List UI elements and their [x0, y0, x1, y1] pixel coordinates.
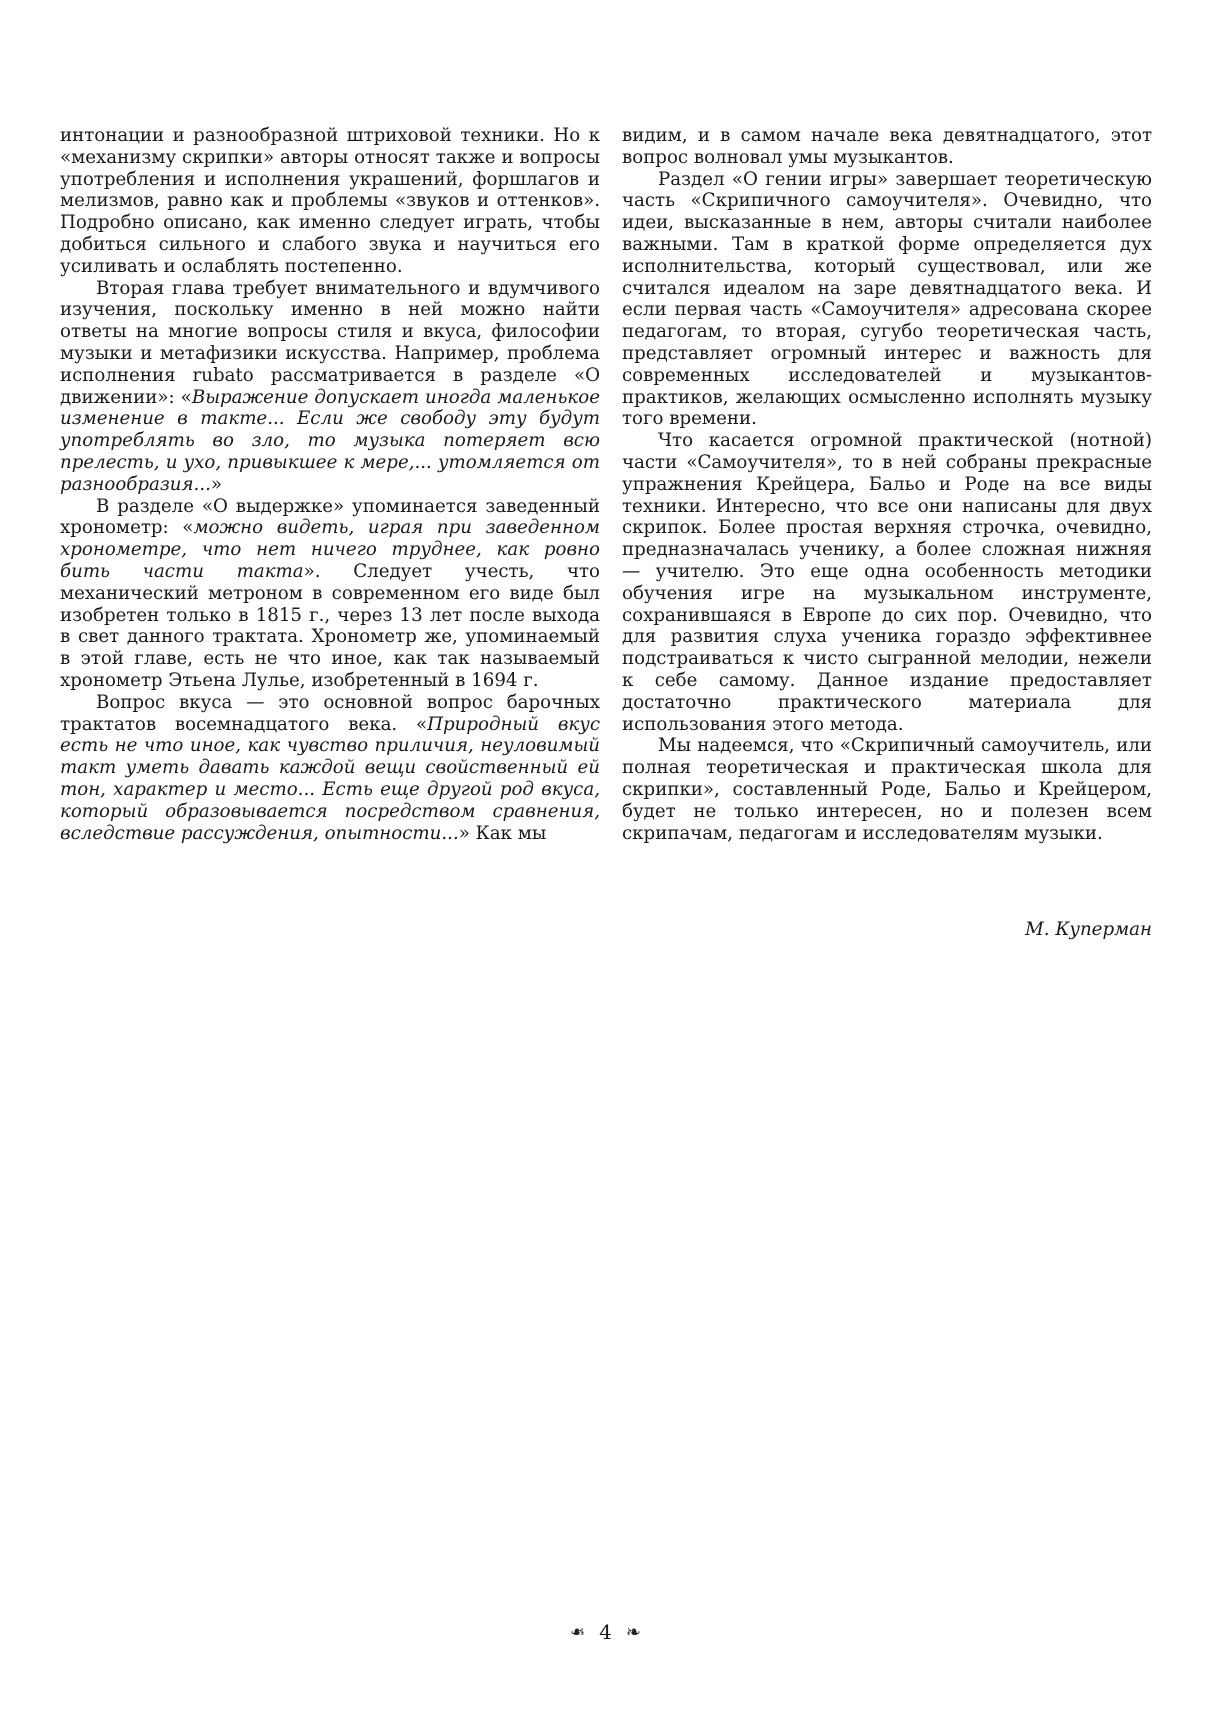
quote: Выражение допускает иногда маленькое изменение в такте... Если же свободу эту будут употреблять во зло, то музыка потеряет всю прелесть, и ухо, привыкшее к мере,... утомляется от разнообразия...	[60, 386, 600, 495]
paragraph: В разделе «О выдержке» упоминается заведенный хронометр: «можно видеть, играя при заведенном хронометре, что нет ничего труднее, как ровно бить части такта». Следует учесть, что механический метроном в современном его виде был изобретен только в 1815 г., через 13 лет после выхода в свет данного трактата. Хронометр же, упоминаемый в этой главе, есть не что иное, как так называемый хронометр Этьена Лулье, изобретенный в 1694 г.	[60, 495, 601, 691]
quote: Природный вкус есть не что иное, как чувство приличия, неуловимый такт уметь давать каждой вещи свойственный ей тон, характер и место... Есть еще другой род вкуса, который образовывается посредством сравнения, вследствие рассуждения, опытности...	[60, 713, 601, 844]
paragraph: интонации и разнообразной штриховой техники. Но к «механизму скрипки» авторы относят также и вопросы употребления и исполнения украшений, форшлагов и мелизмов, равно как и проблемы «звуков и оттенков». Подробно описано, как именно следует играть, чтобы добиться сильного и слабого звука и научиться его усиливать и ослаблять постепенно.	[60, 125, 600, 277]
paragraph: Мы надеемся, что «Скрипичный самоучитель, или полная теоретическая и практическая школа для скрипки», составленный Роде, Бальо и Крейцером, будет не только интересен, но и полезен всем скрипачам, педагогам и исследователям музыки.	[622, 735, 1152, 844]
author-signature: М. Куперман	[1025, 919, 1152, 940]
ornament-left-icon: ❧	[570, 1621, 586, 1643]
paragraph: Раздел «О гении игры» завершает теоретическую часть «Скрипичного самоучителя». Очевидно, что идеи, высказанные в нем, авторы считали наиболее важными. Там в краткой форме определяется дух исполнительства, который существовал, или же считался идеалом на заре девятнадцатого века. И если первая часть «Самоучителя» адресована скорее педагогам, то вторая, сугубо теоретическая часть, представляет огромный интерес и важность для современных исследователей и музыкантов-практиков, желающих осмысленно исполнять музыку того времени.	[622, 168, 1152, 430]
paragraph: Вопрос вкуса — это основной вопрос барочных трактатов восемнадцатого века. «Природный вкус есть не что иное, как чувство приличия, неуловимый такт уметь давать каждой вещи свойственный ей тон, характер и место... Есть еще другой род вкуса, который образовывается посредством сравнения, вследствие рассуждения, опытности...» Как мы	[60, 691, 601, 844]
paragraph: Вторая глава требует внимательного и вдумчивого изучения, поскольку именно в ней можно найти ответы на многие вопросы стиля и вкуса, философии музыки и метафизики искусства. Например, проблема исполнения rubato рассматривается в разделе «О движении»: «Выражение допускает иногда маленькое изменение в такте... Если же свободу эту будут употреблять во зло, то музыка потеряет всю прелесть, и ухо, привыкшее к мере,... утомляется от разнообразия...»	[60, 277, 600, 495]
paragraph: Что касается огромной практической (нотной) части «Самоучителя», то в ней собраны прекрасные упражнения Крейцера, Бальо и Роде на все виды техники. Интересно, что все они написаны для двух скрипок. Более простая верхняя строчка, очевидно, предназначалась ученику, а более сложная нижняя — учителю. Это еще одна особенность методики обучения игре на музыкальном инструменте, сохранившаяся в Европе до сих пор. Очевидно, что для развития слуха ученика гораздо эффективнее подстраиваться к чисто сыгранной мелодии, нежели к себе самому. Данное издание предоставляет достаточно практического материала для использования этого метода.	[622, 430, 1152, 735]
page-footer	[0, 1620, 1211, 1644]
right-column	[622, 125, 1152, 844]
ornament-right-icon: ❧	[625, 1621, 641, 1643]
quote: можно видеть, играя при заведенном хронометре, что нет ничего труднее, как ровно бить части такта	[60, 517, 601, 582]
paragraph: видим, и в самом начале века девятнадцатого, этот вопрос волновал умы музыкантов.	[622, 125, 1152, 168]
page-number: 4	[599, 1620, 612, 1644]
left-column	[60, 125, 600, 844]
